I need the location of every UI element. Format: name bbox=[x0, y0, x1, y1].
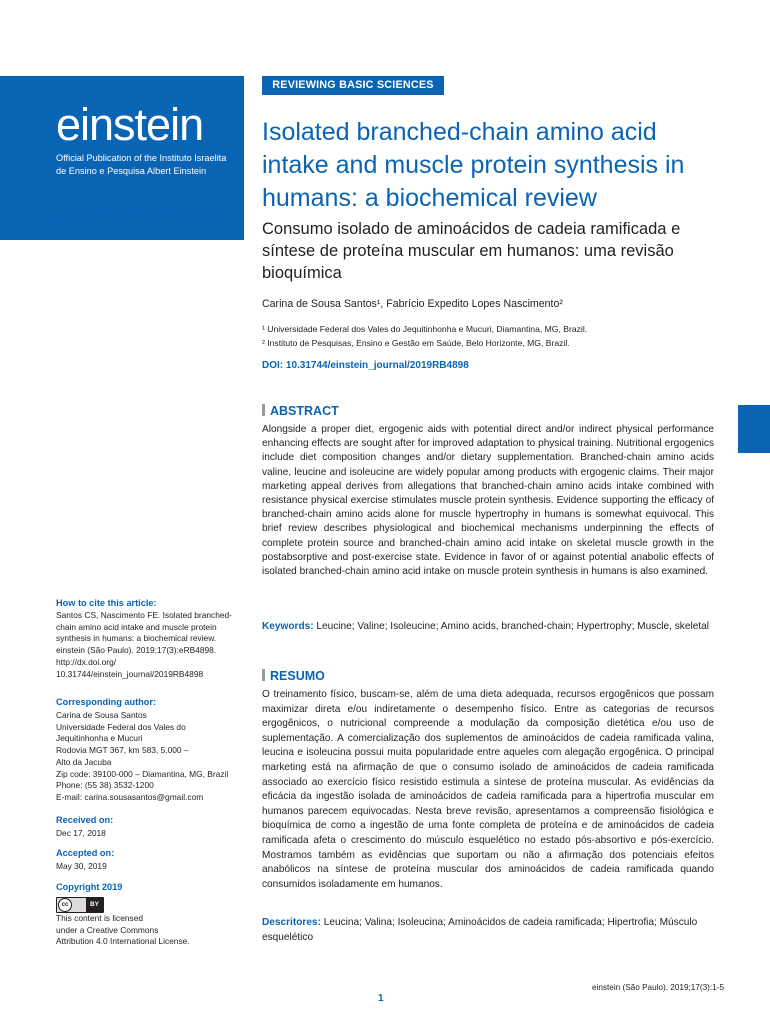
by-icon: BY bbox=[86, 898, 103, 912]
corr-line: Jequitinhonha e Mucuri bbox=[56, 733, 143, 744]
corresponding-author-info bbox=[56, 710, 241, 804]
license-text bbox=[56, 913, 206, 948]
received-label: Received on: bbox=[56, 815, 114, 825]
accepted-label: Accepted on: bbox=[56, 848, 115, 858]
keywords-label: Keywords: bbox=[262, 621, 314, 632]
page-number: 1 bbox=[378, 993, 384, 1004]
copyright-label: Copyright 2019 bbox=[56, 882, 123, 892]
resumo-heading-text: RESUMO bbox=[270, 669, 325, 683]
corresponding-author-label: Corresponding author: bbox=[56, 697, 157, 707]
issn-text: ISSN: 1679-4508 | e-ISSN: 2317-6385 bbox=[56, 210, 218, 221]
corr-email: E-mail: carina.sousasantos@gmail.com bbox=[56, 791, 204, 802]
article-title-pt: Consumo isolado de aminoácidos de cadeia ramificada e síntese de proteína muscular em humanos: uma revisão bioquímica bbox=[262, 220, 681, 282]
corr-line: Rodovia MGT 367, km 583, 5.000 – bbox=[56, 745, 189, 756]
heading-bar bbox=[262, 669, 265, 681]
affiliation-2: ² Instituto de Pesquisas, Ensino e Gestão em Saúde, Belo Horizonte, MG, Brazil. bbox=[262, 338, 570, 348]
cite-label: How to cite this article: bbox=[56, 598, 157, 608]
side-tab bbox=[738, 405, 770, 453]
journal-logo: einstein bbox=[56, 99, 204, 150]
abstract-text: Alongside a proper diet, ergogenic aids with potential direct and/or indirect physical performance enhancing effects are sought after for improved adaptation to physical training. Nutritional ergogenics include diet composition changes and/or dietary supplementation. Branched-chain amino acids valine, leucine and isoleucine are widely popular among products with ergogenic claims. Their major marketing appeal derives from allegations that branched-chain amino acids intake combined with resistance physical exercise stimulates muscle protein synthesis. Evidence supporting the efficacy of branched-chain amino acids alone for muscle hypertrophy in humans is somewhat equivocal. This brief review describes physiological and biochemical mechanisms underpinning the effects of complete protein source and branched-chain amino acid intake on skeletal muscle growth in the postabsorptive and post-exercise state. Evidence in favor of or against potential anabolic effects of isolated branched-chain amino acid intake on muscle protein synthesis in humans is also examined. bbox=[262, 424, 714, 578]
cite-text: Santos CS, Nascimento FE. Isolated branched-chain amino acid intake and muscle protein synthesis in humans: a biochemical review. einstein (São Paulo). 2019;17(3):eRB4898. http://dx.doi.org/ 10.31744/einstein_journal/2019RB4898 bbox=[56, 610, 232, 679]
received-date: Dec 17, 2018 bbox=[56, 828, 106, 838]
corr-line: Zip code: 39100-000 – Diamantina, MG, Brazil bbox=[56, 768, 229, 779]
license-line: under a Creative Commons bbox=[56, 924, 159, 935]
heading-bar bbox=[262, 404, 265, 416]
cc-icon: cc bbox=[58, 898, 72, 912]
authors: Carina de Sousa Santos¹, Fabrício Expedito Lopes Nascimento² bbox=[262, 298, 563, 310]
keywords-text: Leucine; Valine; Isoleucine; Amino acids, branched-chain; Hypertrophy; Muscle, skeletal bbox=[316, 621, 709, 632]
official-publication-text: Official Publication of the Instituto Israelita de Ensino e Pesquisa Albert Einstein bbox=[56, 153, 227, 176]
abstract-heading-text: ABSTRACT bbox=[270, 404, 339, 418]
creative-commons-badge bbox=[56, 897, 104, 913]
resumo-text: O treinamento físico, buscam-se, além de uma dieta adequada, recursos ergogênicos que possam maximizar direta e/ou indiretamente o desempenho físico. Entre as categorias de recursos ergogênicos, o nutricional compreende a modulação da composição dietética e/ou uso de suplementação. A comercialização dos suplementos de aminoácidos de cadeia ramificada valina, leucina e isoleucina possui muita popularidade entre aqueles com alegação ergogênica. O principal marketing está na afirmação de que o consumo isolado de aminoácidos de cadeia ramificada associado ao exercício físico resistido estimula a síntese de proteína muscular. As evidências da eficácia da ingestão isolada de aminoácidos de cadeia ramificada para a hipertrofia muscular em humanos parecem equivocadas. Nesta breve revisão, apresentamos a compreensão fisiológica e bioquímica de como a ingestão de uma fonte completa de proteína e de aminoácidos de cadeia ramificada afeta o crescimento do músculo esquelético no estado pós-absortivo e pós-exercício. Mostramos também as evidências que suportam ou não a afirmação dos potenciais efeitos anabólicos na síntese de proteína muscular dos aminoácidos de cadeia ramificada quando consumidos isoladamente em humanos. bbox=[262, 689, 714, 890]
descritores-text: Leucina; Valina; Isoleucina; Aminoácidos de cadeia ramificada; Hipertrofia; Músculo esquelético bbox=[262, 917, 698, 943]
descritores bbox=[262, 915, 714, 945]
corr-line: Universidade Federal dos Vales do bbox=[56, 721, 186, 732]
doi-link[interactable]: DOI: 10.31744/einstein_journal/2019RB4898 bbox=[262, 360, 469, 371]
affiliation-1: ¹ Universidade Federal dos Vales do Jequitinhonha e Mucuri, Diamantina, MG, Brazil. bbox=[262, 324, 588, 334]
corr-line: Phone: (55 38) 3532-1200 bbox=[56, 780, 154, 791]
section-tag: REVIEWING BASIC SCIENCES bbox=[262, 76, 444, 95]
abstract-heading bbox=[262, 404, 339, 418]
resumo-heading bbox=[262, 669, 325, 683]
footer-citation: einstein (São Paulo). 2019;17(3):1-5 bbox=[592, 983, 724, 992]
descritores-label: Descritores: bbox=[262, 917, 321, 928]
corr-line: Carina de Sousa Santos bbox=[56, 710, 147, 720]
accepted-date: May 30, 2019 bbox=[56, 861, 107, 871]
corr-line: Alto da Jacuba bbox=[56, 756, 112, 767]
license-line: Attribution 4.0 International License. bbox=[56, 936, 190, 947]
keywords bbox=[262, 620, 714, 634]
article-title-en: Isolated branched-chain amino acid intake and muscle protein synthesis in humans: a biochemical review bbox=[262, 118, 685, 212]
license-line: This content is licensed bbox=[56, 913, 144, 923]
